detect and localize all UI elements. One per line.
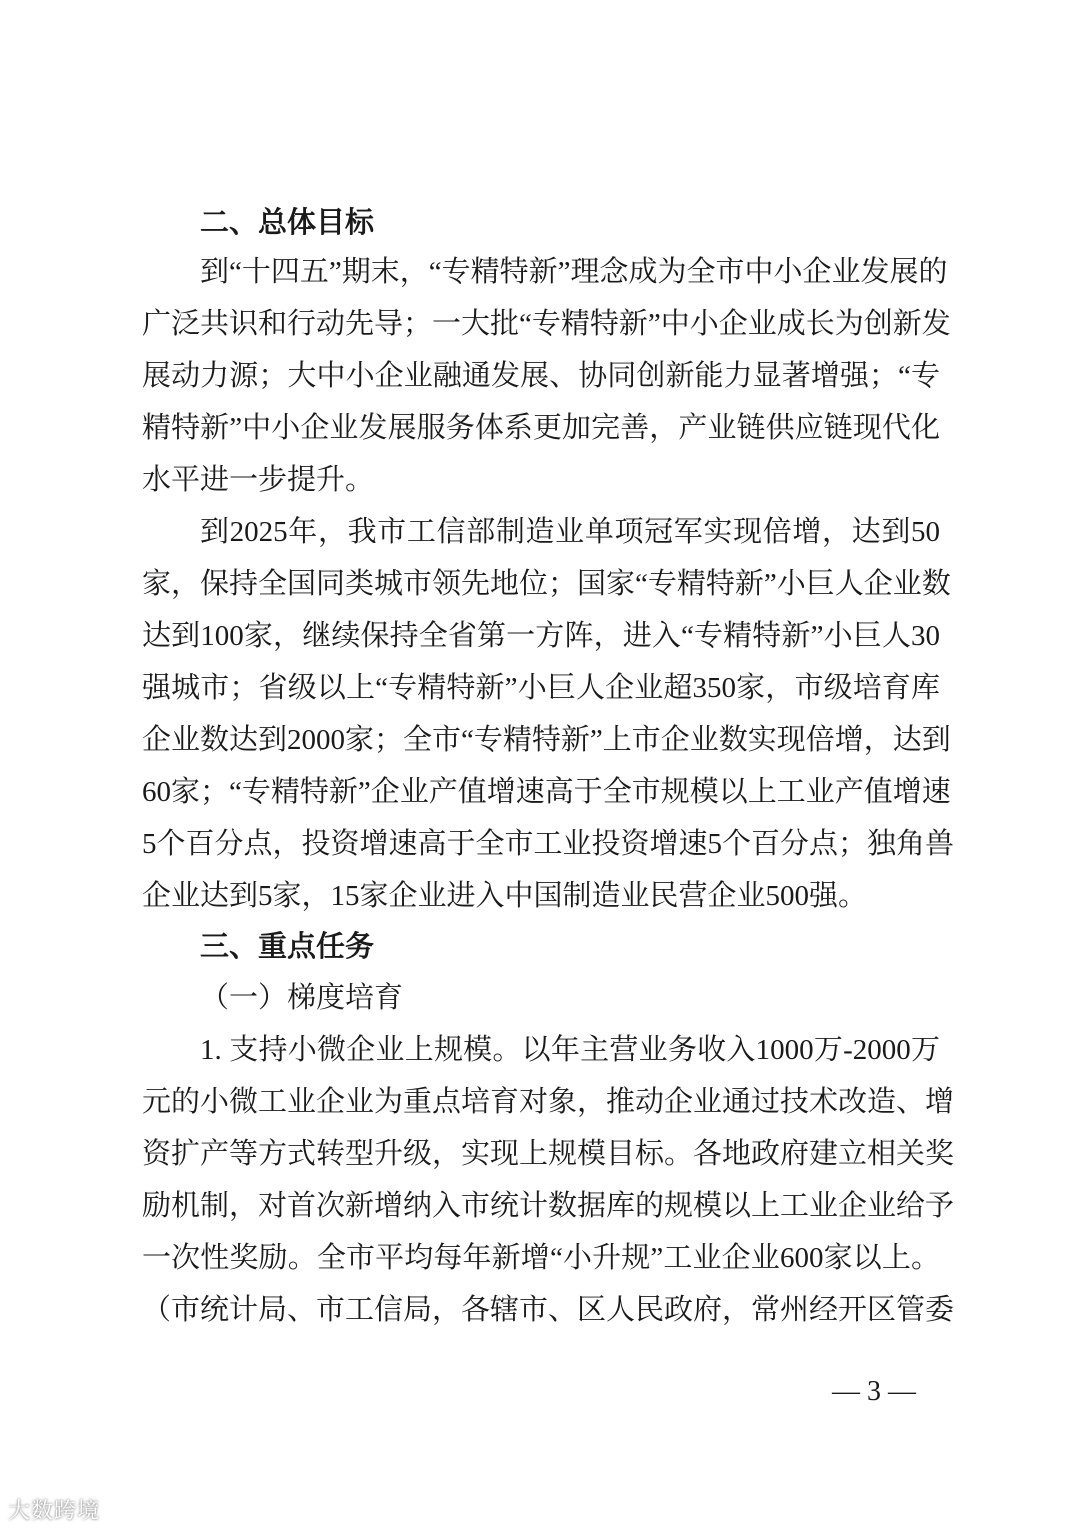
paragraph-line: 广泛共识和行动先导；一大批“专精特新”中小企业成长为创新发 xyxy=(142,308,951,340)
paragraph-line: （市统计局、市工信局，各辖市、区人民政府，常州经开区管委 xyxy=(142,1294,955,1326)
paragraph-line: 展动力源；大中小企业融通发展、协同创新能力显著增强；“专 xyxy=(142,360,940,392)
section-heading-key-tasks: 三、重点任务 xyxy=(200,929,375,963)
paragraph-line: 强城市；省级以上“专精特新”小巨人企业超350家，市级培育库 xyxy=(142,672,940,704)
paragraph-line: 1. 支持小微企业上规模。以年主营业务收入1000万-2000万 xyxy=(200,1034,940,1066)
watermark-logo: 大数跨境 xyxy=(8,1499,101,1524)
section-heading-overall-goals: 二、总体目标 xyxy=(200,205,375,239)
paragraph-line: 达到100家，继续保持全省第一方阵，进入“专精特新”小巨人30 xyxy=(142,620,940,652)
paragraph-line: 资扩产等方式转型升级，实现上规模目标。各地政府建立相关奖 xyxy=(142,1138,955,1170)
paragraph-line: 60家；“专精特新”企业产值增速高于全市规模以上工业产值增速 xyxy=(142,776,951,808)
paragraph-line: 到“十四五”期末，“专精特新”理念成为全市中小企业发展的 xyxy=(200,256,948,288)
paragraph-line: 水平进一步提升。 xyxy=(142,464,375,496)
paragraph-line: 到2025年，我市工信部制造业单项冠军实现倍增，达到50 xyxy=(200,516,940,548)
paragraph-line: 5个百分点，投资增速高于全市工业投资增速5个百分点；独角兽 xyxy=(142,828,955,860)
paragraph-line: 企业达到5家，15家企业进入中国制造业民营企业500强。 xyxy=(142,880,868,912)
page-number: — 3 — xyxy=(832,1376,916,1407)
paragraph-line: 企业数达到2000家；全市“专精特新”上市企业数实现倍增，达到 xyxy=(142,724,951,756)
paragraph-line: 元的小微工业企业为重点培育对象，推动企业通过技术改造、增 xyxy=(142,1086,955,1118)
paragraph-line: 励机制，对首次新增纳入市统计数据库的规模以上工业企业给予 xyxy=(142,1190,955,1222)
paragraph-line: 一次性奖励。全市平均每年新增“小升规”工业企业600家以上。 xyxy=(142,1242,940,1274)
subsection-heading: （一）梯度培育 xyxy=(200,982,404,1014)
paragraph-line: 家，保持全国同类城市领先地位；国家“专精特新”小巨人企业数 xyxy=(142,568,951,600)
paragraph-line: 精特新”中小企业发展服务体系更加完善，产业链供应链现代化 xyxy=(142,412,940,444)
